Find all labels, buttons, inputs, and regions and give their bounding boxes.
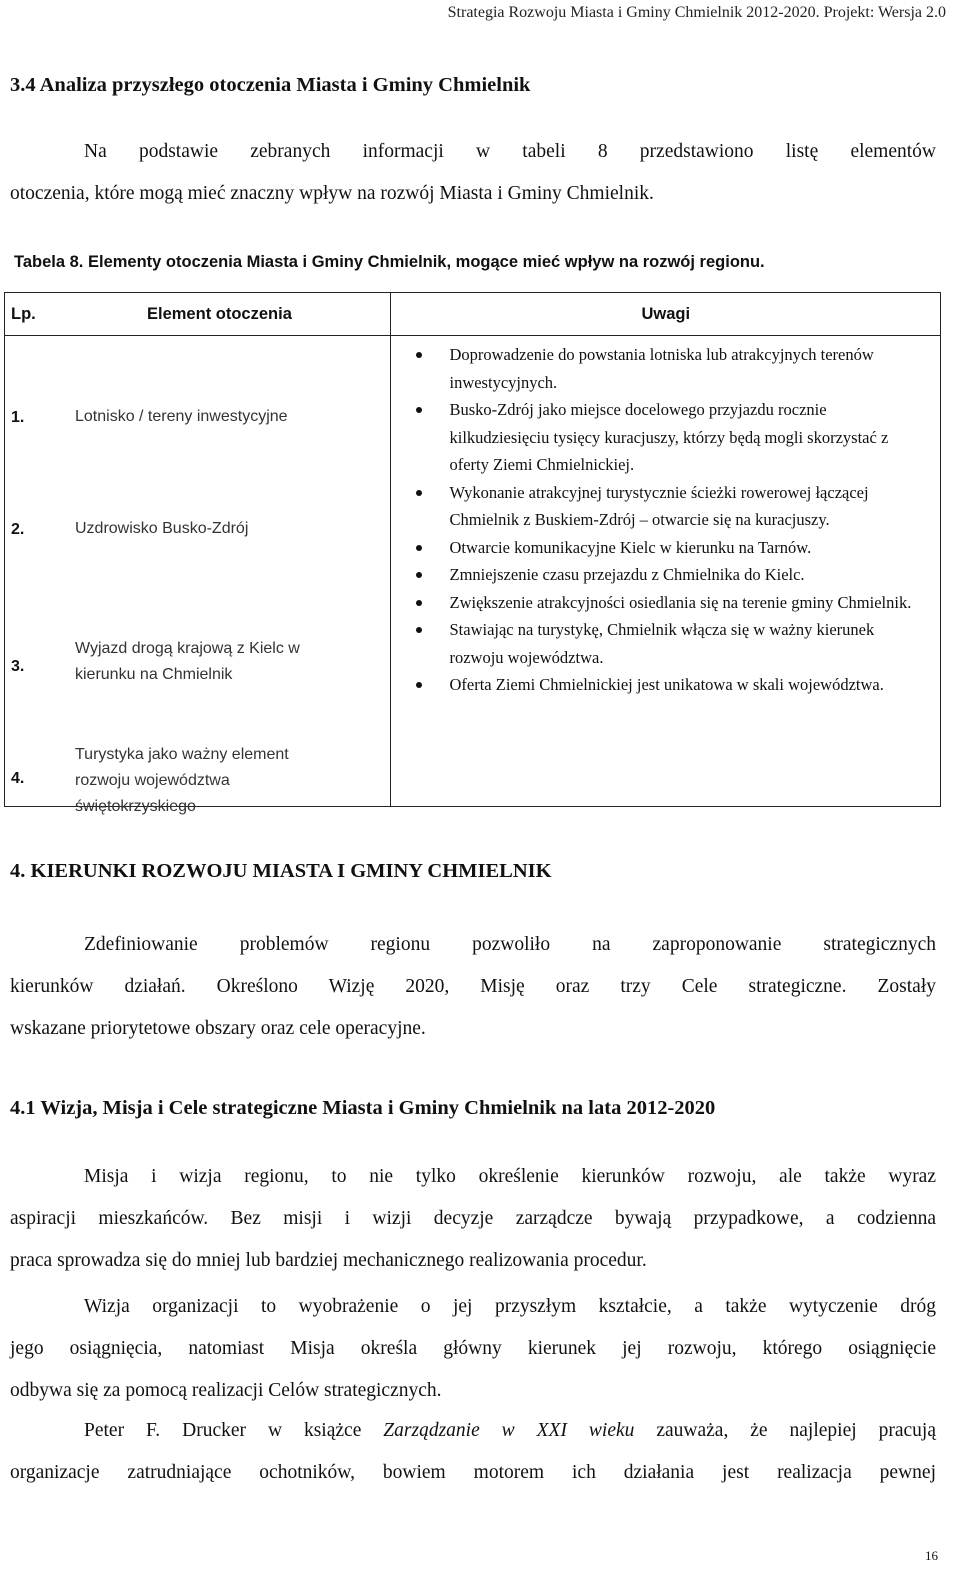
notes-cell (391, 336, 941, 807)
p2-line-3: odbywa się za pomocą realizacji Celów strategicznych. (10, 1380, 442, 1401)
bullet-icon (416, 627, 422, 633)
section-heading-4-1: 4.1 Wizja, Misja i Cele strategiczne Miasta i Gminy Chmielnik na lata 2012-2020 (10, 1097, 716, 1119)
running-header: Strategia Rozwoju Miasta i Gminy Chmielnik 2012-2020. Projekt: Wersja 2.0 (447, 4, 946, 21)
list-item (391, 561, 940, 589)
bullet-icon (416, 490, 422, 496)
row-number: 4. (11, 770, 25, 787)
intro-line-1: Na podstawie zebranych informacji w tabeli 8 przedstawiono listę elementów (84, 141, 936, 162)
notes-list (391, 336, 940, 699)
p3-line-2: organizacje zatrudniające ochotników, bowiem motorem ich działania jest realizacja pewnej (10, 1462, 936, 1483)
bullet-icon (416, 572, 422, 578)
table-header-row (5, 293, 941, 336)
list-item (391, 396, 940, 479)
header-lp-element (5, 293, 391, 336)
list-item (391, 616, 940, 671)
p3-line-1 (84, 1410, 936, 1452)
environment-elements-table (4, 292, 941, 815)
section-heading-4: 4. KIERUNKI ROZWOJU MIASTA I GMINY CHMIELNIK (10, 860, 552, 882)
list-item (391, 671, 940, 699)
bullet-icon (416, 352, 422, 358)
p2-line-1: Wizja organizacji to wyobrażenie o jej przyszłym kształcie, a także wytyczenie dróg (84, 1296, 936, 1317)
header-element: Element otoczenia (147, 305, 292, 323)
note-text: Busko-Zdrój jako miejsce docelowego przyjazdu rocznie kilkudziesięciu tysięcy kuracjuszy, którzy będą mogli skorzystać z oferty Ziemi Chmielnickiej. (449, 400, 889, 474)
note-text: Otwarcie komunikacyjne Kielc w kierunku na Tarnów. (449, 537, 812, 557)
page-number: 16 (925, 1548, 938, 1563)
row-element: Turystyka jako ważny element rozwoju województwa świętokrzyskiego (75, 746, 289, 815)
bullet-icon (416, 682, 422, 688)
p1-line-1: Misja i wizja regionu, to nie tylko określenie kierunków rozwoju, ale także wyraz (84, 1166, 936, 1187)
intro-line-2: otoczenia, które mogą mieć znaczny wpływ na rozwój Miasta i Gminy Chmielnik. (10, 183, 654, 204)
note-text: Zwiększenie atrakcyjności osiedlania się na terenie gminy Chmielnik. (449, 592, 912, 612)
note-text: Zmniejszenie czasu przejazdu z Chmielnika do Kielc. (449, 565, 805, 584)
note-text: Wykonanie atrakcyjnej turystycznie ścieżki rowerowej łączącej Chmielnik z Buskiem-Zdrój – otwarcie się na kuracjuszy. (449, 482, 869, 529)
p2-line-2: jego osiągnięcia, natomiast Misja określa główny kierunek jej rozwoju, którego osiągnięcie (10, 1338, 936, 1359)
elements-cell (5, 336, 391, 815)
note-text: Doprowadzenie do powstania lotniska lub atrakcyjnych terenów inwestycyjnych. (449, 345, 874, 392)
p3-text-b: zauważa, że najlepiej pracują (634, 1420, 936, 1441)
header-uwagi: Uwagi (391, 293, 941, 336)
p1-line-3: praca sprowadza się do mniej lub bardziej mechanicznego realizowania procedur. (10, 1250, 647, 1271)
bullet-icon (416, 545, 422, 551)
list-item (391, 479, 940, 534)
book-title: Zarządzanie w XXI wieku (383, 1420, 635, 1441)
row-number: 1. (11, 409, 25, 426)
bullet-icon (416, 600, 422, 606)
row-element: Uzdrowisko Busko-Zdrój (75, 520, 249, 537)
table-body-row (5, 336, 941, 807)
row-number: 2. (11, 521, 25, 538)
row-number: 3. (11, 658, 25, 675)
note-text: Oferta Ziemi Chmielnickiej jest unikatowa w skali województwa. (449, 675, 884, 694)
list-item (391, 534, 940, 562)
section-4-line-2: kierunków działań. Określono Wizję 2020, Misję oraz trzy Cele strategiczne. Zostały (10, 976, 936, 997)
row-element: Lotnisko / tereny inwestycyjne (75, 408, 288, 425)
bullet-icon (416, 407, 422, 413)
list-item (391, 589, 940, 617)
table-caption: Tabela 8. Elementy otoczenia Miasta i Gminy Chmielnik, mogące mieć wpływ na rozwój regionu. (14, 253, 765, 271)
section-heading-3-4: 3.4 Analiza przyszłego otoczenia Miasta i Gminy Chmielnik (10, 74, 531, 96)
section-4-line-1: Zdefiniowanie problemów regionu pozwoliło na zaproponowanie strategicznych (84, 934, 936, 955)
row-element: Wyjazd drogą krajową z Kielc w kierunku na Chmielnik (75, 640, 300, 683)
header-lp: Lp. (11, 305, 36, 323)
p1-line-2: aspiracji mieszkańców. Bez misji i wizji decyzje zarządcze bywają przypadkowe, a codzienna (10, 1208, 936, 1229)
section-4-line-3: wskazane priorytetowe obszary oraz cele operacyjne. (10, 1018, 426, 1039)
list-item (391, 341, 940, 396)
p3-text-a: Peter F. Drucker w książce (84, 1420, 384, 1441)
note-text: Stawiając na turystykę, Chmielnik włącza się w ważny kierunek rozwoju województwa. (449, 620, 875, 667)
